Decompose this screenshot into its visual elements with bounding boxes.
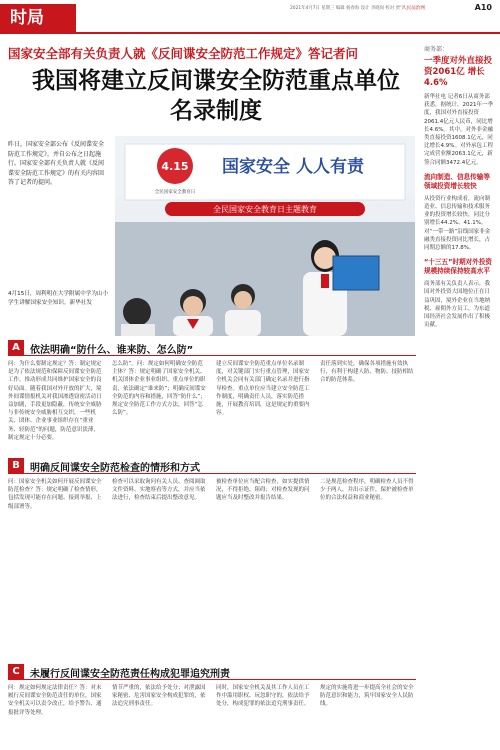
section-a-col-1: 问：为什么要制定规定？答：制定规定是为了依法规范和保障反间谍安全防范工作，推动形成共同维护国家安全的良好局面。随着我国对外开放的扩大，境外间谍情报机关对我国渗透窃密活动日益加剧，手段更加隐蔽，传统安全威胁与非传统安全威胁相互交织，一些机关、团体、企业事业组织存在“重业务、轻防范”的问题，防范意识淡薄，制定规定十分必要。 (8, 361, 102, 441)
section-b-col-3: 被检查单位应当配合检查，如实提供情况，不得拒绝、阻碍；对检查发现的问题应当及时整改并报告结果。 (216, 479, 310, 502)
section-b-col-2: 检查可以采取询问有关人员、查阅调取文件资料、实地察看等方式，并应当依法进行，检查结束后提出整改意见。 (112, 479, 206, 502)
section-c-title: 未履行反间谍安全防范责任构成犯罪追究刑责 (30, 669, 230, 680)
section-c-col-2: 情节严重的，依法给予处分；对泄露国家秘密、危害国家安全构成犯罪的，依法追究刑事责任。 (112, 685, 206, 708)
ribbon-text: 全民国家安全教育日主题教育 (213, 205, 317, 214)
photo-illustration (115, 136, 415, 336)
photo-caption: 4月15日，周利明在大学附属中学为山小学生讲解国家安全知识。新华社发 (8, 291, 109, 306)
section-c-letter: C (8, 664, 24, 680)
section-b-letter: B (8, 458, 24, 474)
section-a-body (8, 360, 416, 448)
sidebar-body: 新华社电 记者6日从商务部获悉，据统计，2021年一季度，我国对外直接投资2061.4亿元人民币，同比增长4.6%。其中，对外非金融类直接投资1608.1亿元，同比增长4.9%。对外承包工程完成营业额2063.1亿元，新签合同额3472.4亿元。 (424, 94, 493, 166)
sidebar-subhead-2: “十三五”时期对外投资规模持续保持较高水平 (424, 258, 493, 276)
sidebar-column (424, 44, 494, 744)
section-a-letter: A (8, 340, 24, 356)
dateline: 2021年4月7日 星期三 编辑 杨春海 设计 李晓岗 校对 贾宁 (290, 6, 405, 11)
edition-label: 人民法治网 (402, 6, 425, 11)
section-b-col-4: 二是规范检查程序，明确检查人员不得少于两人，并出示证件，保护被检查单位的合法权益和商业秘密。 (320, 479, 414, 502)
day-mark: 4.15 (161, 160, 189, 173)
article-subtitle: 国家安全部有关负责人就《反间谍安全防范工作规定》答记者问 (8, 46, 359, 61)
section-a-col-4: 责任落到实处，确保各项措施有效执行，有利于构建人防、物防、技防相结合的防范体系。 (320, 361, 414, 384)
section-b-col-1: 问：国家安全机关如何开展反间谍安全防范检查？答：规定明确了检查情形，包括发现可能存在问题、接到举报、上级部署等。 (8, 479, 102, 510)
sidebar-body-3: 商务部有关负责人表示，我国对外投资大国地位正在日益巩固，境外企业在当地纳税、雇佣外方员工，为东道国经济社会发展作出了积极贡献。 (424, 281, 491, 329)
sidebar-headline: 一季度对外直接投资2061亿 增长4.6% (424, 56, 493, 88)
slogan-text: 国家安全 人人有责 (222, 157, 364, 177)
sidebar-dept: 商务部： (424, 46, 449, 53)
section-c-heading (8, 664, 416, 680)
section-c-body (8, 684, 416, 746)
article-title: 我国将建立反间谍安全防范重点单位名录制度 (32, 68, 400, 124)
section-c-col-1: 问：规定如何规定法律责任？答：对未履行反间谍安全防范责任的单位，国家安全机关可以责令改正，给予警告、通报批评等处理。 (8, 685, 102, 716)
section-a-col-2: 怎么防”。问：规定如何明确安全防范主体？答：规定明确了国家安全机关、机关团体企业事业组织、重点单位的职责，依法确定“谁来防”；明确反间谍安全防范的内容和措施，回答“防什么”；规定安全防范工作方式方法，回答“怎么防”。 (112, 361, 206, 417)
section-b-body (8, 478, 416, 658)
section-b-heading (8, 458, 416, 474)
section-a-col-3: 建立反间谍安全防范重点单位名录制度，对关键部门实行重点管理，国家安全机关会同有关部门确定名录并进行指导检查。重点单位应当建立安全防范工作制度，明确责任人员，落实防范措施，开展教育培训，这是规定的重要内容。 (216, 361, 310, 417)
section-b-title: 明确反间谍安全防范检查的情形和方式 (30, 463, 200, 474)
section-logo: 时局 (0, 4, 76, 32)
page-number: A10 (474, 3, 492, 12)
news-photo (115, 136, 415, 336)
sidebar-subhead-1: 流向制造、信息传输等领域投资增长较快 (424, 172, 490, 190)
day-sub: 全民国家安全教育日 (154, 190, 196, 195)
section-c-col-4: 规定的实施将进一步提高全社会的安全防范意识和能力，筑牢国家安全人民防线。 (320, 685, 414, 708)
sidebar-body-2: 从投资行业构成看，流向制造业、信息传输和技术服务业的投资增长较快，同比分别增长44.2%、41.1%。对“一带一路”沿线国家非金融类直接投资同比增长，占同期总额的17.8%。 (424, 195, 491, 252)
article-lead: 昨日，国家安全部公布《反间谍安全防范工作规定》，并自公布之日起施行。国家安全部有关负责人就《反间谍安全防范工作规定》的有关内容回答了记者的提问。 (8, 141, 105, 186)
section-a-heading (8, 340, 416, 356)
section-a-title: 依法明确“防什么、谁来防、怎么防” (30, 345, 194, 356)
page-header (0, 0, 500, 34)
section-c-col-3: 同时，国家安全机关及其工作人员在工作中滥用职权、玩忽职守的，依法给予处分，构成犯罪的依法追究刑事责任。 (216, 685, 310, 708)
